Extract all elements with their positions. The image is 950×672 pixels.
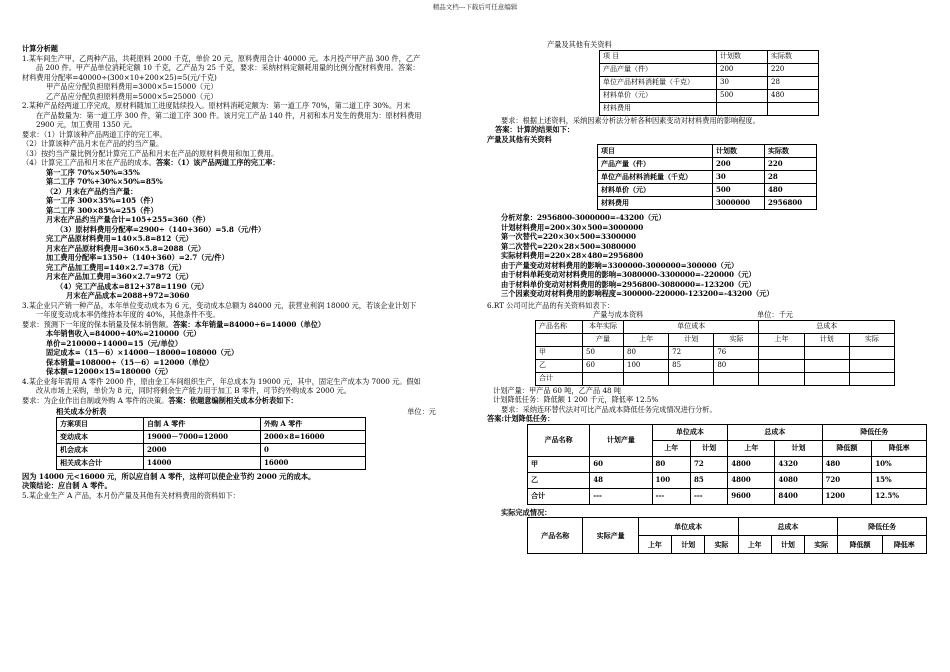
- table-row: [598, 158, 817, 171]
- cost-analysis-table-block: [22, 407, 436, 470]
- table-cell: 72: [669, 346, 714, 359]
- table-row: [536, 333, 895, 346]
- cost-table-title: 相关成本分析表: [56, 407, 107, 416]
- text-line: 保本额=12000×15=180000（元）: [46, 367, 173, 376]
- table-cell: 降低率: [882, 536, 926, 554]
- q6-intro: 6.RT 公司可比产品的有关资料如表下：: [487, 300, 615, 310]
- text-segment: （4）计算完工产品和月末在产品的成本。: [22, 158, 156, 167]
- table-row: [57, 430, 366, 443]
- table-cell: 72: [690, 456, 727, 472]
- right-column: [487, 40, 927, 554]
- table-cell: 2956800: [765, 197, 817, 210]
- table-cell: [583, 372, 624, 385]
- table-row: [57, 443, 366, 456]
- table-cell: 4800: [728, 456, 775, 472]
- text-line: （2）月末在产品约当产量：: [46, 186, 138, 196]
- text-line: 甲产品应分配负担原料费用=3000×5=15000（元）: [46, 82, 218, 91]
- table-cell: [714, 372, 759, 385]
- table-cell: 220: [768, 63, 819, 76]
- table-cell: 实际: [805, 536, 838, 554]
- actual-completion-table: [527, 517, 927, 554]
- table-cell: 总成本: [759, 320, 895, 333]
- text-line: 要求：（1）计算该种产品两道工序的完工率。: [22, 129, 167, 139]
- table-cell: 实际: [705, 536, 738, 554]
- table-cell: 产品产量（件）: [598, 158, 713, 171]
- table-cell: 28: [765, 171, 817, 184]
- table-cell: [849, 359, 894, 372]
- text-line: （2）计算该种产品月末在产品的约当产量。: [22, 139, 164, 148]
- table-cell: 80: [714, 359, 759, 372]
- table-cell: 480: [765, 184, 817, 197]
- text-line: 1.某车间生产甲、乙两种产品，共耗原料 2000 千克，单价 20 元，原料费用合计 40000 元。本月投产甲产品 300 件，乙产: [22, 53, 421, 63]
- table-cell: 材料费用: [598, 197, 713, 210]
- analysis-line: 三个因素变动对材料费用的影响程度=300000-220000-123200=-43200（元）: [501, 289, 774, 298]
- table-cell: 100: [624, 359, 669, 372]
- table-cell: 48: [590, 472, 652, 488]
- table-row: [600, 63, 819, 76]
- analysis-line: 由于材料单价变动对材料费用的影响=2956800-3080000=-123200（元）: [501, 279, 756, 289]
- answer-segment: 答案：本年销量=84000÷6=14000（单位）: [172, 319, 326, 329]
- text-line: 月末在产品原材料费用=360×5.8=2088（元）: [46, 243, 206, 253]
- table-cell: 30: [717, 76, 768, 89]
- table-cell: 本年实际: [583, 320, 624, 333]
- table-cell: 降低额: [838, 536, 882, 554]
- table-cell: 机会成本: [57, 443, 144, 456]
- table-row: [600, 50, 819, 63]
- table-cell: 500: [713, 184, 765, 197]
- table-cell: [849, 372, 894, 385]
- material-table-2: [597, 144, 817, 210]
- text-line: 计算分析题: [22, 44, 58, 53]
- table-cell: 降低任务: [822, 424, 926, 440]
- table-cell: 计划: [804, 333, 849, 346]
- answer-segment: 答案：（1）该产品两道工序的完工率：: [155, 158, 280, 167]
- analysis-line: 计划材料费用=200×30×500=3000000: [501, 222, 644, 232]
- table-cell: 降低任务: [838, 518, 927, 536]
- plan-output-text: 计划产量：甲产品 60 吨，乙产品 48 吨: [493, 385, 622, 395]
- table-cell: 4320: [775, 456, 822, 472]
- table-cell: 材料单价（元）: [600, 89, 717, 102]
- table-cell: 实际: [849, 333, 894, 346]
- text-line: 3.某企业只产销一种产品，本年单位变动成本为 6 元，变动成本总额为 84000 元，获营业利润 18000 元，若该企业计划下: [22, 300, 417, 310]
- table-cell: 相关成本合计: [57, 456, 144, 469]
- table-cell: 28: [768, 76, 819, 89]
- table-cell: 上年: [624, 333, 669, 346]
- actual-title: 实际完成情况：: [501, 507, 552, 517]
- table-cell: ---: [652, 488, 690, 504]
- q6-table-unit: 单位：千元: [757, 310, 793, 319]
- text-line: 月末在产品约当产量合计=105+255=360（件）: [46, 215, 210, 224]
- text-line: 2.某种产品经两道工序完成，原材料随加工进度陆续投入。原材料消耗定额为：第一道工序 70%，第二道工序 30%。月末: [22, 101, 411, 110]
- table-row: [598, 145, 817, 158]
- page-header: 精品文档---下载后可任意编辑: [432, 3, 518, 11]
- table-cell: 16000: [261, 456, 366, 469]
- table-cell: [759, 359, 804, 372]
- table-cell: 0: [261, 443, 366, 456]
- table-cell: 2000×8=16000: [261, 430, 366, 443]
- text-line: 因为 14000 元<16000 元，所以应自制 A 零件，这样可以使企业节约 2000 元的成本。: [22, 471, 316, 481]
- table-cell: 上年: [728, 440, 775, 456]
- table-row: [528, 488, 927, 504]
- table-cell: 单位成本: [638, 518, 738, 536]
- text-line: [22, 396, 467, 406]
- analysis-line: 第一次替代=220×30×500=3300000: [501, 232, 637, 241]
- text-line: （3）按约当产量比例分配计算完工产品和月末在产品的原材料费用和加工费用。: [22, 148, 279, 158]
- table-cell: 降低率: [872, 440, 927, 456]
- table-cell: 甲: [536, 346, 583, 359]
- table-cell: [759, 346, 804, 359]
- text-line: 月末在产品加工费用=360×2.7=972（元）: [46, 272, 193, 281]
- table-cell: 实际数: [765, 145, 817, 158]
- table-cell: ---: [690, 488, 727, 504]
- table-cell: 合计: [536, 372, 583, 385]
- table-cell: 计划: [771, 536, 804, 554]
- table-cell: 76: [714, 346, 759, 359]
- table-cell: 产品名称: [528, 424, 590, 456]
- table-cell: 220: [765, 158, 817, 171]
- text-line: 2900 元，加工费用 1350 元。: [36, 120, 137, 129]
- table-row: [598, 197, 817, 210]
- table-cell: 60: [590, 456, 652, 472]
- table-cell: [759, 372, 804, 385]
- table-row: [598, 184, 817, 197]
- table-cell: 19000－7000=12000: [144, 430, 261, 443]
- text-line: 改从市场上采购，单价为 8 元，同时将剩余生产能力用于加工 B 零件，可节约外购成本 2000 元。: [36, 386, 351, 395]
- table-cell: 9600: [728, 488, 775, 504]
- table-cell: 方案项目: [57, 417, 144, 430]
- text-line: 在产品数量为：第一道工序 300 件，第二道工序 300 件。该月完工产品 140 件，月初和本月发生的费用为：原材料费用: [36, 110, 422, 120]
- text-line: 一年度变动成本率仍维持本年度的 40%，其他条件不变。: [36, 310, 220, 319]
- table-cell: 60: [583, 359, 624, 372]
- table-cell: 500: [717, 89, 768, 102]
- table-row: [528, 472, 927, 488]
- table2-title: 产量及其他有关资料: [487, 134, 552, 144]
- table-cell: 总成本: [728, 424, 822, 440]
- text-line: 乙产品应分配负担原料费用=5000×5=25000（元）: [46, 91, 218, 101]
- table-cell: 720: [822, 472, 872, 488]
- text-line: 完工产品加工费用=140×2.7=378（元）: [46, 262, 186, 272]
- text-line: （3）原材料费用分配率=2900÷（140+360）=5.8（元/件）: [56, 224, 266, 234]
- plan-reduction-table: [527, 424, 927, 505]
- table-cell: 实际产量: [583, 518, 638, 554]
- text-line: 第二工序 300×85%=255（件）: [46, 205, 158, 215]
- q6-table-title: 产量与成本资料: [593, 310, 644, 319]
- text-line: 固定成本=（15－6）×14000－18000=108000（元）: [46, 348, 239, 357]
- text-line: 加工费用分配率=1350÷（140+360）=2.7（元/件）: [46, 253, 229, 262]
- analysis-line: 由于材料单耗变动对材料费用的影响=3080000-3300000=-220000（元）: [501, 270, 756, 279]
- left-tail-block: [22, 472, 467, 501]
- table-cell: 2000: [144, 443, 261, 456]
- table-cell: 实际数: [768, 50, 819, 63]
- table-cell: 合计: [528, 488, 590, 504]
- text-line: 第一工序 70%×50%=35%: [46, 167, 140, 177]
- table-cell: 计划: [672, 536, 705, 554]
- table-row: [600, 102, 819, 115]
- text-line: [22, 158, 467, 168]
- table-cell: 材料费用: [600, 102, 717, 115]
- answer-segment: 答案：依题意编制相关成本分析表如下：: [168, 395, 298, 405]
- table-cell: 200: [713, 158, 765, 171]
- cost-table-unit: 单位：元: [407, 407, 436, 416]
- q6-data-table: [535, 320, 895, 386]
- plan-task-text: 计划降低任务：降低额 1 200 千元，降低率 12.5%: [493, 395, 659, 404]
- table-cell: 200: [717, 63, 768, 76]
- table-cell: 8400: [775, 488, 822, 504]
- table-cell: 甲: [528, 456, 590, 472]
- q6-answer-heading: 答案:计划降低任务：: [487, 414, 555, 423]
- table-row: [536, 359, 895, 372]
- table-row: [536, 346, 895, 359]
- table-cell: 产量: [583, 333, 624, 346]
- answer-heading: 答案：计算的结果如下：: [495, 125, 575, 134]
- table-cell: 计划数: [717, 50, 768, 63]
- text-segment: 要求：为企业作出自制或外购 A 零件的决策。: [22, 395, 169, 405]
- table-cell: 100: [652, 472, 690, 488]
- table1-title: 产量及其他有关资料: [547, 40, 612, 49]
- table-cell: 产品名称: [528, 518, 583, 554]
- table-cell: 85: [690, 472, 727, 488]
- analysis-line: 由于产量变动对材料费用的影响=3300000-3000000=300000（元）: [501, 260, 739, 270]
- text-line: 材料费用分配率=40000÷(300×10+200×25)=5(元/千克): [22, 72, 217, 82]
- table-cell: 4080: [775, 472, 822, 488]
- table-cell: 材料单价（元）: [598, 184, 713, 197]
- table-cell: 50: [583, 346, 624, 359]
- table-row: [528, 518, 927, 536]
- table-cell: 80: [624, 346, 669, 359]
- table-cell: 上年: [759, 333, 804, 346]
- table-cell: 计划产量: [590, 424, 652, 456]
- text-line: 品 200 件。甲产品单位消耗定额 10 千克，乙产品为 25 千克，要求：采纳材料定额耗用量的比例分配材料费用。答案：: [36, 63, 420, 72]
- table-cell: 单位产品材料消耗量（千克）: [598, 171, 713, 184]
- analysis-line: 分析对象：2956800-3000000=-43200（元）: [501, 213, 666, 222]
- table-cell: 项 目: [600, 50, 717, 63]
- table-cell: 总成本: [738, 518, 838, 536]
- table-cell: 上年: [638, 536, 671, 554]
- table-cell: 外购 A 零件: [261, 417, 366, 430]
- text-line: 5.某企业生产 A 产品，本月份产量及其他有关材料费用的资料如下：: [22, 490, 240, 500]
- table-cell: 计划: [690, 440, 727, 456]
- q6-requirement: 要求：采纳连环替代法对可比产品成本降低任务完成情况进行分析。: [501, 404, 717, 414]
- text-line: 4.某企业每年需用 A 零件 2000 件，原由金工车间组织生产，年总成本为 19000 元，其中，固定生产成本为 7000 元。假如: [22, 376, 421, 386]
- table-cell: 10%: [872, 456, 927, 472]
- table-cell: 乙: [528, 472, 590, 488]
- analysis-line: 第二次替代=220×28×500=3080000: [501, 241, 637, 251]
- table-row: [528, 456, 927, 472]
- table-cell: [624, 372, 669, 385]
- text-line: 月末在产品成本=2088+972=3060: [66, 291, 190, 300]
- table-cell: 12.5%: [872, 488, 927, 504]
- table-row: [600, 89, 819, 102]
- table-row: [600, 76, 819, 89]
- table-cell: 1200: [822, 488, 872, 504]
- left-column: [22, 44, 467, 500]
- table-cell: 乙: [536, 359, 583, 372]
- analysis-line: 实际材料费用=220×28×480=2956800: [501, 251, 644, 260]
- table-cell: 计划: [669, 333, 714, 346]
- table-cell: [768, 102, 819, 115]
- text-line: [22, 320, 467, 330]
- text-segment: 要求：预测下一年度的保本销量及保本销售额。: [22, 319, 173, 329]
- material-table-1: [599, 50, 819, 116]
- table-cell: 降低额: [822, 440, 872, 456]
- table-cell: 产品名称: [536, 320, 583, 333]
- table-cell: 单位成本: [624, 320, 759, 333]
- table-cell: 480: [822, 456, 872, 472]
- text-line: 完工产品原材料费用=140×5.8=812（元）: [46, 234, 193, 243]
- table-cell: 480: [768, 89, 819, 102]
- table-cell: 产品产量（件）: [600, 63, 717, 76]
- table-cell: 计划: [775, 440, 822, 456]
- table-cell: 自制 A 零件: [144, 417, 261, 430]
- text-line: 第一工序 300×35%=105（件）: [46, 196, 158, 205]
- text-line: 决策结论：应自制 A 零件。: [22, 481, 112, 490]
- table-cell: [849, 346, 894, 359]
- table-cell: 80: [652, 456, 690, 472]
- text-line: 单价=210000÷14000=15（元/单位）: [46, 338, 183, 348]
- table-cell: ---: [590, 488, 652, 504]
- table-cell: 项目: [598, 145, 713, 158]
- table-cell: 15%: [872, 472, 927, 488]
- table-cell: 单位产品材料消耗量（千克）: [600, 76, 717, 89]
- table-cell: 3000000: [713, 197, 765, 210]
- table-row: [57, 417, 366, 430]
- table-cell: 计划数: [713, 145, 765, 158]
- table-cell: 4800: [728, 472, 775, 488]
- table-cell: 实际: [714, 333, 759, 346]
- table-row: [57, 456, 366, 469]
- table-cell: 85: [669, 359, 714, 372]
- table-cell: 14000: [144, 456, 261, 469]
- table-row: [536, 320, 895, 333]
- left-text-block: [22, 44, 467, 405]
- table-cell: [717, 102, 768, 115]
- table-cell: 30: [713, 171, 765, 184]
- text-line: （4）完工产品成本=812+378=1190（元）: [56, 281, 209, 291]
- table-cell: [804, 359, 849, 372]
- table-cell: 上年: [738, 536, 771, 554]
- cost-analysis-table: [56, 417, 366, 470]
- table-cell: [536, 333, 583, 346]
- table-cell: [804, 346, 849, 359]
- text-line: 保本销量=108000÷（15－6）=12000（单位）: [46, 357, 214, 367]
- requirement-text: 要求：根据上述资料，采纳因素分析法分析各种因素变动对材料费用的影响程度。: [501, 115, 760, 125]
- table-row: [528, 424, 927, 440]
- text-line: 本年销售收入=84000÷40%=210000（元）: [46, 329, 201, 338]
- table-row: [536, 372, 895, 385]
- table-cell: 上年: [652, 440, 690, 456]
- table-cell: [804, 372, 849, 385]
- table-cell: [669, 372, 714, 385]
- table-cell: 单位成本: [652, 424, 728, 440]
- table-cell: 变动成本: [57, 430, 144, 443]
- analysis-lines: [487, 213, 927, 299]
- text-line: 第二工序 70%+30%×50%=85%: [46, 177, 163, 186]
- table-row: [598, 171, 817, 184]
